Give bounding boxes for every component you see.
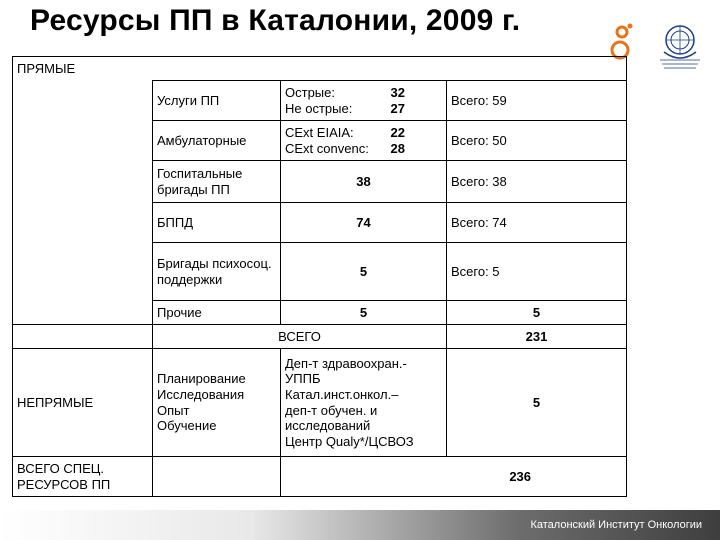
row-detail: 5 (281, 243, 447, 301)
activity-item: Обучение (157, 418, 217, 434)
un-emblem-icon (650, 22, 710, 72)
direct-blank-cell (13, 81, 153, 325)
footer-text: Каталонский Институт Онкологии (530, 519, 702, 531)
detail-label: CExt convenc: (285, 140, 369, 156)
row-detail: 5 (281, 301, 447, 325)
org-item: Центр Qualy*/ЦСВОЗ (285, 433, 414, 449)
row-label: Прочие (153, 301, 281, 325)
activity-item: Планирование (157, 371, 246, 387)
detail-label: Острые: (285, 84, 335, 100)
grand-total-row (13, 457, 627, 497)
row-label: Бригады психосоц. поддержки (153, 243, 281, 301)
row-detail (281, 121, 447, 161)
detail-value: 28 (390, 140, 405, 156)
row-detail (281, 81, 447, 121)
detail-value: 32 (390, 84, 405, 100)
grand-total-value: 236 (281, 457, 627, 497)
section-indirect-label: НЕПРЯМЫЕ (13, 349, 153, 457)
row-total: Всего: 59 (447, 81, 627, 121)
activity-item: Опыт (157, 402, 190, 418)
resources-table (12, 56, 627, 497)
row-total: Всего: 50 (447, 121, 627, 161)
org-item: Деп-т здравоохран.- (285, 355, 407, 371)
row-label: Госпитальные бригады ПП (153, 161, 281, 203)
indirect-row (13, 349, 627, 457)
footer-bar (0, 510, 720, 540)
row-total: Всего: 5 (447, 243, 627, 301)
row-detail: 74 (281, 203, 447, 243)
activity-item: Исследования (157, 386, 245, 402)
org-item: деп-т обучен. и (285, 402, 378, 418)
detail-value: 27 (390, 100, 405, 116)
row-total: 5 (447, 301, 627, 325)
row-label: БППД (153, 203, 281, 243)
detail-label: Не острые: (285, 100, 353, 116)
org-item: УППБ (285, 371, 321, 387)
row-label: Амбулаторные (153, 121, 281, 161)
indirect-activities (153, 349, 281, 457)
grand-total-label: ВСЕГО СПЕЦ. РЕСУРСОВ ПП (13, 457, 153, 497)
row-label: Услуги ПП (153, 81, 281, 121)
indirect-orgs (281, 349, 447, 457)
detail-value: 22 (390, 124, 405, 140)
row-total: Всего: 74 (447, 203, 627, 243)
total-blank-cell (13, 325, 153, 349)
total-label: ВСЕГО (153, 325, 447, 349)
table-row (13, 81, 627, 121)
org-item: Катал.инст.онкол.– (285, 386, 399, 402)
indirect-value: 5 (447, 349, 627, 457)
row-total: Всего: 38 (447, 161, 627, 203)
section-direct-label: ПРЯМЫЕ (13, 57, 627, 81)
page-title: Ресурсы ПП в Каталонии, 2009 г. (30, 4, 521, 37)
grand-total-blank (153, 457, 281, 497)
detail-label: CExt EIAIA: (285, 124, 354, 140)
row-detail: 38 (281, 161, 447, 203)
section-direct-row (13, 57, 627, 81)
total-value: 231 (447, 325, 627, 349)
total-row (13, 325, 627, 349)
org-item: исследований (285, 418, 371, 434)
